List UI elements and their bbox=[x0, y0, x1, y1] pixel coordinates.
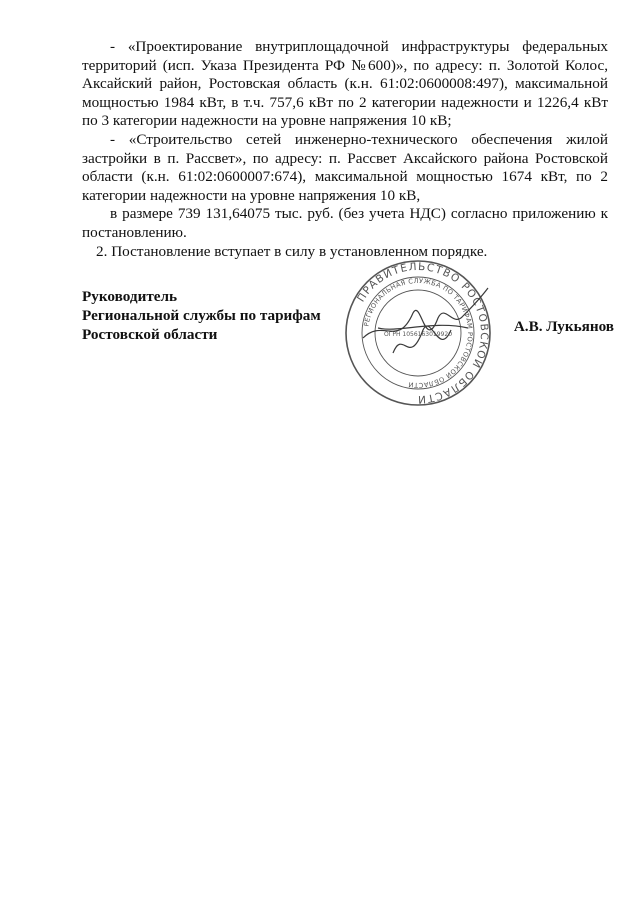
signatory-title-line: Ростовской области bbox=[82, 326, 218, 343]
seal-outer-text: ПРАВИТЕЛЬСТВО РОСТОВСКОЙ ОБЛАСТИ bbox=[355, 260, 491, 406]
document-body bbox=[82, 38, 608, 261]
signatory-title-line: Руководитель bbox=[82, 288, 178, 305]
seal-number-text: ОГРН 1056163019920 bbox=[383, 331, 453, 338]
seal-inner-text: РЕГИОНАЛЬНАЯ СЛУЖБА ПО ТАРИФАМ РОСТОВСКОЙ ОБЛАСТИ bbox=[362, 276, 475, 390]
signatory-title bbox=[82, 287, 321, 344]
signatory-title-line: Региональной службы по тарифам bbox=[82, 307, 321, 324]
signatory-name: А.В. Лукьянов bbox=[513, 318, 614, 335]
list-item-paragraph: - «Проектирование внутриплощадочной инфраструктуры федеральных территорий (исп. Указа Президента РФ №600)», по адресу: п. Золотой Колос, Аксайский район, Ростовская область (к.н. 61:02:0600008:497), максимальной мощностью 1984 кВт, в т.ч. 757,6 кВт по 2 категории надежности и 1226,4 кВт по 3 категории надежности на уровне напряжения 10 кВ; bbox=[82, 38, 608, 130]
clause-paragraph: 2. Постановление вступает в силу в установленном порядке. bbox=[96, 242, 488, 260]
amount-paragraph: в размере 739 131,64075 тыс. руб. (без учета НДС) согласно приложению к постановлению. bbox=[82, 205, 608, 241]
list-item-paragraph: - «Строительство сетей инженерно-технического обеспечения жилой застройки в п. Рассвет», по адресу: п. Рассвет Аксайского района Ростовской области (к.н. 61:02:0600007:674), максимальной мощностью 1674 кВт, по 2 категории надежности на уровне напряжения 10 кВ, bbox=[82, 130, 608, 204]
official-seal-stamp bbox=[343, 258, 493, 408]
